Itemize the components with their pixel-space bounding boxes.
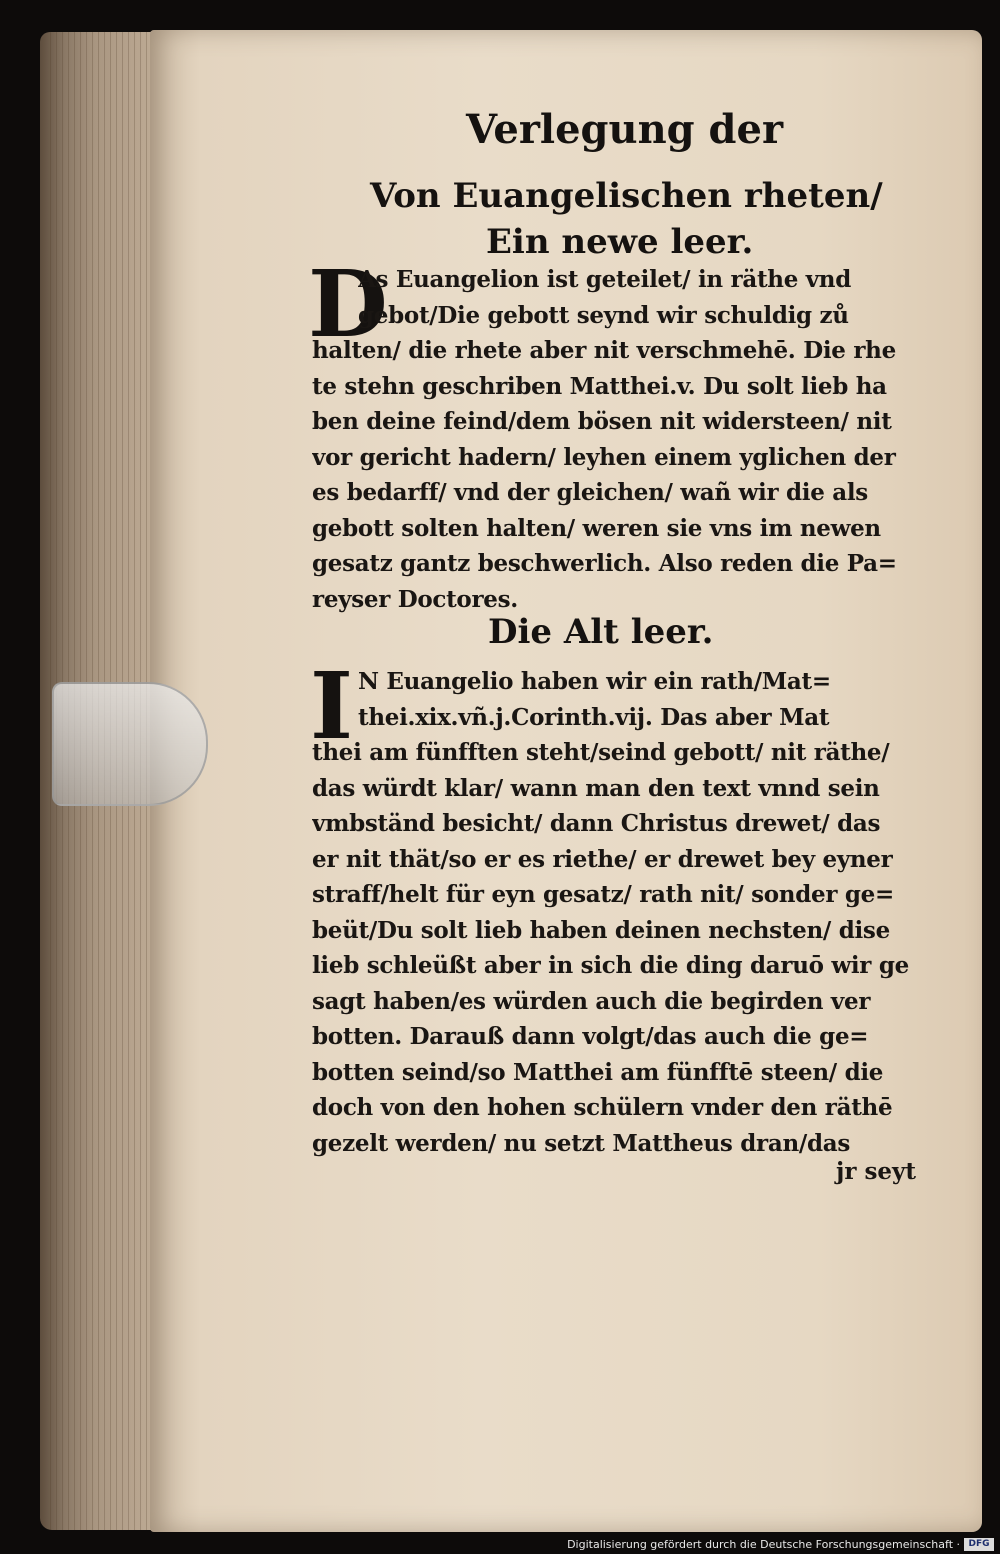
text-line: vmbständ besicht/ dann Christus drewet/ das xyxy=(312,810,881,837)
section-heading-alt-leer: Die Alt leer. xyxy=(488,612,714,652)
text-line: vor gericht hadern/ leyhen einem yglichen der xyxy=(312,443,896,471)
text-line: gezelt werden/ nu setzt Mattheus dran/das xyxy=(312,1129,851,1157)
text-line: straff/helt für eyn gesatz/ rath nit/ sonder ge= xyxy=(312,881,894,908)
text-line: doch von den hohen schülern vnder den räthē xyxy=(312,1094,893,1121)
text-line: As Euangelion ist geteilet/ in räthe vnd xyxy=(358,266,852,293)
text-line: gebott solten halten/ weren sie vns im newen xyxy=(312,514,881,542)
drop-cap-d: D xyxy=(308,250,388,358)
text-line: gesatz gantz beschwerlich. Also reden die Pa= xyxy=(312,550,897,577)
text-line: das würdt klar/ wann man den text vnnd sein xyxy=(312,774,880,802)
text-line: thei am fünfften steht/seind gebott/ nit räthe/ xyxy=(312,739,890,766)
text-line: halten/ die rhete aber nit verschmehē. Die rhe xyxy=(312,337,896,364)
text-line: sagt haben/es würden auch die begirden ver xyxy=(312,987,871,1015)
dfg-logo[interactable]: DFG xyxy=(964,1538,994,1551)
text-line: te stehn geschriben Matthei.v. Du solt lieb ha xyxy=(312,372,887,400)
text-line: es bedarff/ vnd der gleichen/ wañ wir die als xyxy=(312,479,868,506)
text-line: botten seind/so Matthei am fünfftē steen/ die xyxy=(312,1058,884,1086)
section-heading-line1: Von Euangelischen rheten/ xyxy=(370,176,883,216)
footer-credit: Digitalisierung gefördert durch die Deutsche Forschungsgemeinschaft · xyxy=(567,1538,960,1551)
text-line: beüt/Du solt lieb haben deinen nechsten/ dise xyxy=(312,916,890,944)
text-line: thei.xix.vñ.j.Corinth.vij. Das aber Mat xyxy=(358,703,830,731)
page-clip xyxy=(52,682,208,806)
text-line: er nit thät/so er es riethe/ er drewet bey eyner xyxy=(312,845,893,873)
text-line: lieb schleüßt aber in sich die ding daruō wir ge xyxy=(312,952,909,979)
section-heading-line2: Ein newe leer. xyxy=(486,222,754,262)
text-line: botten. Darauß dann volgt/das auch die ge= xyxy=(312,1023,869,1050)
drop-cap-i: I xyxy=(310,652,354,760)
text-line: ben deine feind/dem bösen nit widersteen/ nit xyxy=(312,408,892,435)
text-line: N Euangelio haben wir ein rath/Mat= xyxy=(358,668,831,695)
footer-bar xyxy=(0,1536,1000,1554)
running-head: Verlegung der xyxy=(466,106,784,153)
catchword: jr seyt xyxy=(836,1158,917,1185)
text-line: reyser Doctores. xyxy=(312,585,518,613)
text-line: gebot/Die gebott seynd wir schuldig zů xyxy=(358,301,849,329)
